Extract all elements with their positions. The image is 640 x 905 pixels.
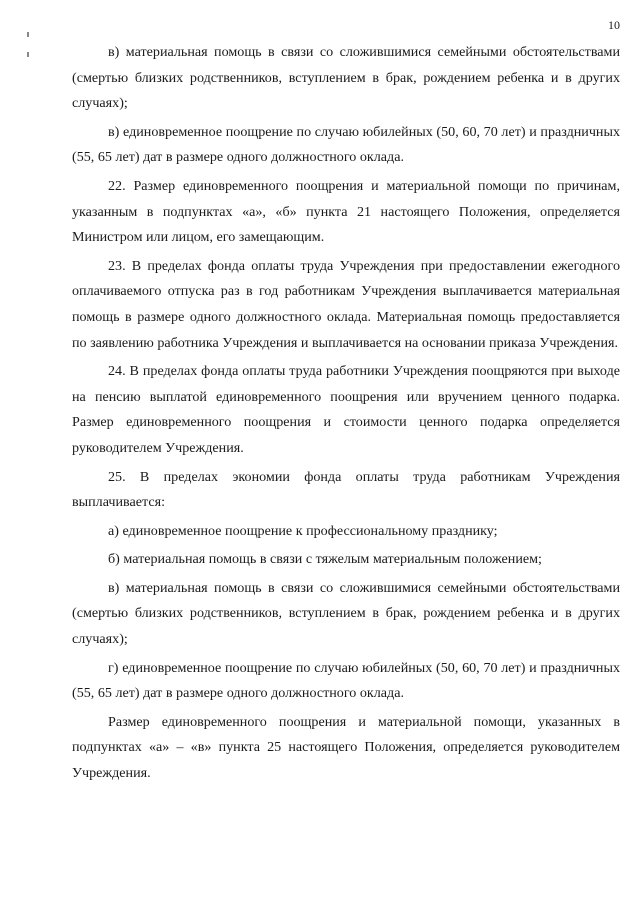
paragraph-25-item-a: а) единовременное поощрение к профессиональному празднику;: [108, 522, 498, 539]
scan-mark: [27, 52, 29, 57]
page-number: 10: [608, 18, 620, 32]
paragraph-24: 24. В пределах фонда оплаты труда работники Учреждения поощряются при выходе на пенсию выплатой единовременного поощрения или вручением ценного подарка. Размер единовременного поощрения и стоимости ценного подарка определяется руководителем Учреждения.: [72, 363, 620, 456]
paragraph-final: Размер единовременного поощрения и материальной помощи, указанных в подпунктах «а» – «в» пункта 25 настоящего Положения, определяется руководителем Учреждения.: [72, 713, 620, 782]
paragraph-23: 23. В пределах фонда оплаты труда Учреждения при предоставлении ежегодного оплачиваемого отпуска раз в год работникам Учреждения выплачивается материальная помощь в размере одного должностного оклада. Материальная помощь предоставляется по заявлению работника Учреждения и выплачивается на основании приказа Учреждения.: [72, 257, 620, 351]
paragraph-22: 22. Размер единовременного поощрения и материальной помощи по причинам, указанным в подпунктах «а», «б» пункта 21 настоящего Положения, определяется Министром или лицом, его замещающим.: [72, 177, 620, 246]
document-body: [72, 40, 620, 787]
paragraph-item-v-family: в) материальная помощь в связи со сложившимися семейными обстоятельствами (смертью близких родственников, вступлением в брак, рождением ребенка и в других случаях);: [72, 44, 620, 112]
paragraph-25-item-g: г) единовременное поощрение по случаю юбилейных (50, 60, 70 лет) и праздничных (55, 65 лет) дат в размере одного должностного оклада.: [72, 659, 620, 702]
paragraph-25: 25. В пределах экономии фонда оплаты труда работникам Учреждения выплачивается:: [72, 468, 620, 511]
paragraph-item-v-jubilee: в) единовременное поощрение по случаю юбилейных (50, 60, 70 лет) и праздничных (55, 65 лет) дат в размере одного должностного оклада.: [72, 123, 620, 166]
paragraph-25-item-v: в) материальная помощь в связи со сложившимися семейными обстоятельствами (смертью близких родственников, вступлением в брак, рождением ребенка и в других случаях);: [72, 579, 620, 648]
scan-mark: [27, 32, 29, 37]
paragraph-25-item-b: б) материальная помощь в связи с тяжелым материальным положением;: [108, 551, 542, 568]
